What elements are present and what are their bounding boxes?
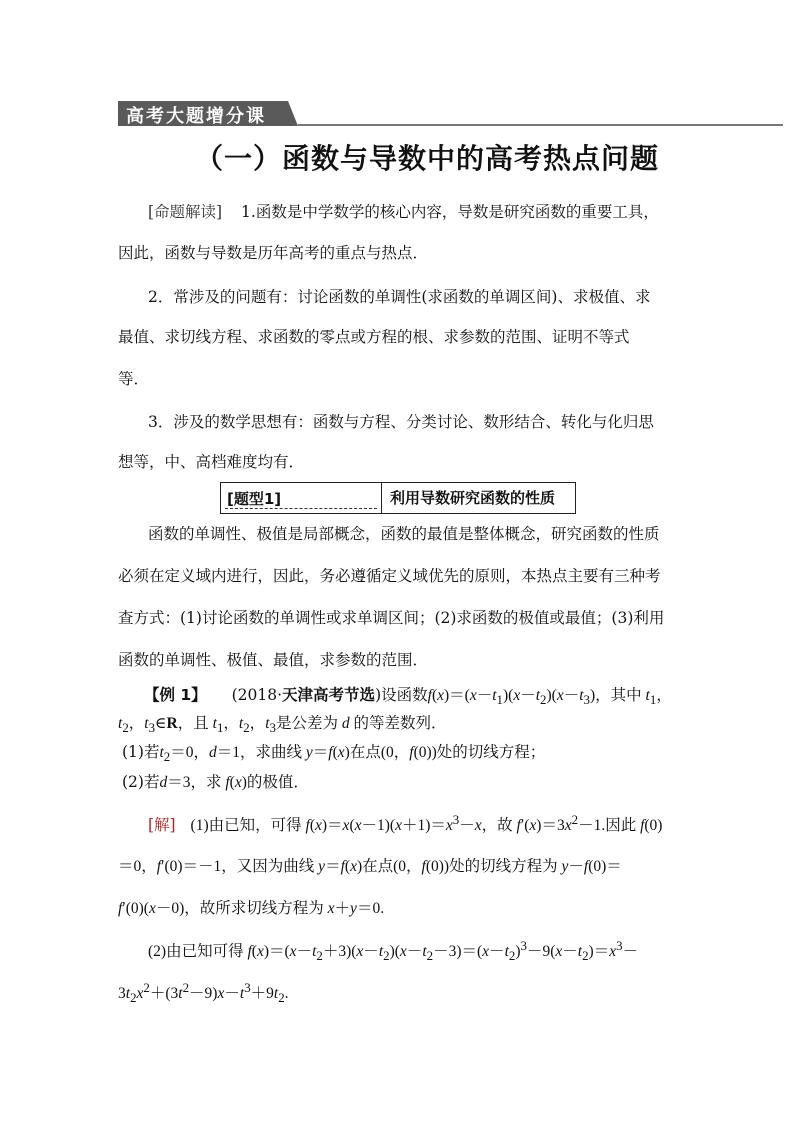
banner-title: 高考大题增分课: [126, 106, 266, 127]
example-line-2: $t_2$，$t_3\in R$，且 $t_1$，$t_2$，$t_3$是公差为 d 的等差数列．: [118, 715, 447, 736]
section-banner: [118, 101, 298, 126]
intro-point-2a: 2．常涉及的问题有：讨论函数的单调性(求函数的单调区间)、求极值、求: [148, 288, 651, 306]
intro-point-2c: 等．: [118, 370, 150, 388]
example-label: 【例 1】: [144, 686, 207, 704]
q1-prefix: (1)若: [122, 743, 160, 761]
intro-text: 1.函数是中学数学的核心内容，导数是研究函数的重要工具，: [241, 203, 659, 221]
solution-line-4: (2)由已知可得 $f(x)=(x-t_2+3)(x-t_2)(x-t_2-3)=(x-t_2)^3-9(x-t_2)=x^3-$: [148, 938, 639, 964]
solution-label: [解]: [148, 816, 176, 835]
type-label: [题型1]: [227, 490, 282, 508]
type-title: 利用导数研究函数的性质: [390, 489, 556, 507]
section-line-1: 函数的单调性、极值是局部概念，函数的最值是整体概念，研究函数的性质: [148, 525, 660, 543]
q2-prefix: (2)若: [122, 773, 160, 791]
example-source-prefix: (2018·: [231, 686, 283, 704]
example-question-1: (1)若$t_2=0$，d＝1，求曲线 y＝f(x)在点(0，f(0))处的切线方程；: [122, 743, 546, 765]
example-source: 天津高考节选: [282, 686, 376, 704]
intro-line-2: 因此，函数与导数是历年高考的重点与热点．: [118, 244, 429, 262]
intro-point-3a: 3．涉及的数学思想有：函数与方程、分类讨论、数形结合、转化与化归思: [148, 413, 654, 431]
type-label-underline: [225, 508, 377, 509]
section-line-4: 函数的单调性、极值、最值，求参数的范围．: [118, 651, 429, 669]
type-label-cell: [221, 483, 382, 513]
intro-label: [命题解读]: [148, 203, 223, 221]
intro-line-1: [118, 200, 678, 222]
solution-line-2: ＝0，f′(0)＝－1，又因为曲线 y＝f(x)在点(0，f(0))处的切线方程为 y－f(0)＝: [118, 858, 622, 875]
section-line-2: 必须在定义域内进行，因此，务必遵循定义域优先的原则，本热点主要有三种考: [118, 567, 661, 585]
section-line-3: 查方式：(1)讨论函数的单调性或求单调区间；(2)求函数的极值或最值；(3)利用: [118, 609, 665, 627]
intro-point-3b: 想等，中、高档难度均有．: [118, 453, 305, 471]
page-title: （一）函数与导数中的高考热点问题: [195, 142, 660, 175]
intro-point-2b: 最值、求切线方程、求函数的零点或方程的根、求参数的范围、证明不等式: [118, 328, 630, 346]
example-question-2: (2)若d＝3，求 f(x)的极值．: [122, 773, 309, 791]
solution-line-1: [解] (1)由已知，可得 $f(x)=x(x-1)(x+1)=x^3-x$，故 $f'(x)=3x^2-1$.因此 f(0): [148, 812, 663, 835]
example-stem: )设函数: [375, 686, 428, 704]
solution-line-3: f′(0)(x－0)，故所求切线方程为 x＋y＝0.: [118, 900, 385, 917]
solution-line-5: $3t_2x^2+(3t^2-9)x-t^3+9t_2$.: [118, 980, 289, 1006]
banner-rule: [298, 124, 783, 126]
example-line-1: 【例 1】 (2018·天津高考节选)设函数$f(x)=(x-t_1)(x-t_2)(x-t_3)$，其中 $t_1$，: [144, 686, 672, 708]
question-type-box: [220, 482, 576, 514]
